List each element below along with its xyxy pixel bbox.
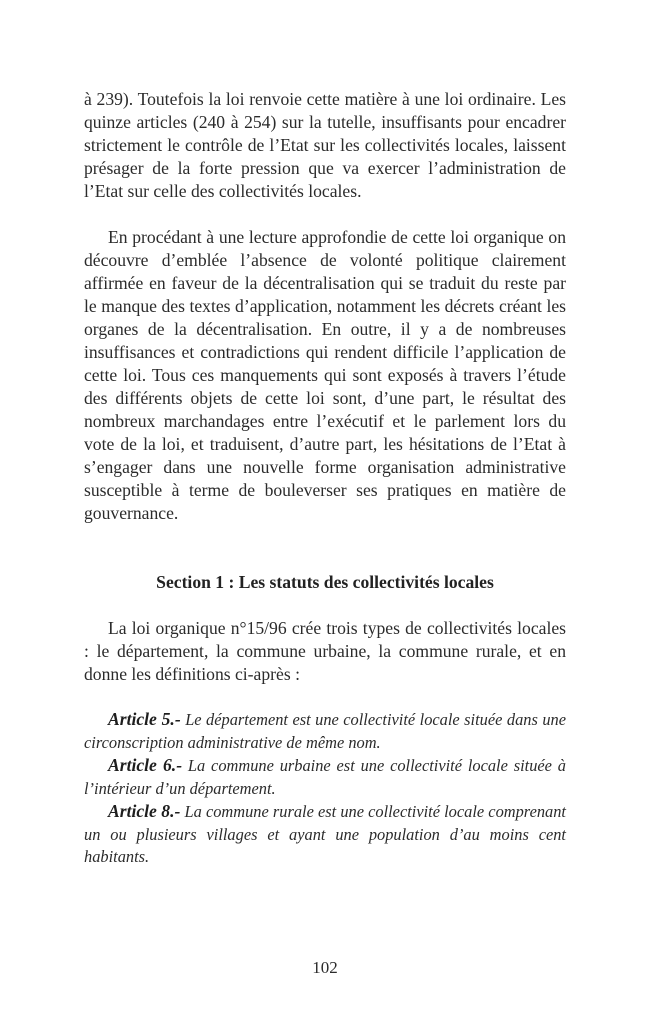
paragraph-analysis: En procédant à une lecture approfondie de cette loi organique on découvre d’emblée l’absence de volonté politique clairement affirmée en faveur de la décentralisation qui se traduit du reste par le manque des textes d’application, notamment les décrets créant les organes de la décentralisation. En outre, il y a de nombreuses insuffisances et contradictions qui rendent difficile l’application de cette loi. Tous ces manquements qui sont exposés à travers l’étude des différents objets de cette loi sont, d’une part, le résultat des nombreux marchandages entre l’exécutif et le parlement lors du vote de la loi, et traduisent, d’autre part, les hésitations de l’Etat à s’engager dans une nouvelle forme organisation administrative susceptible à terme de bouleverser ses pratiques en matière de gouvernance. — [84, 227, 566, 523]
article-8 — [84, 800, 566, 869]
section-intro: La loi organique n°15/96 crée trois types de collectivités locales : le département, la commune urbaine, la commune rurale, et en donne les définitions ci-après : — [84, 618, 566, 684]
article-text: La commune urbaine est une collectivité locale située à l’intérieur d’un département. — [84, 756, 566, 798]
page-number: 102 — [312, 958, 338, 977]
article-6 — [84, 754, 566, 800]
article-text: La commune rurale est une collectivité locale comprenant un ou plusieurs villages et ayant une population d’au moins cent habitants. — [84, 802, 566, 866]
article-label: Article 6.- — [108, 755, 183, 775]
article-label: Article 8.- — [108, 801, 181, 821]
article-text: Le département est une collectivité locale située dans une circonscription administrative de même nom. — [84, 710, 566, 752]
paragraph-tutelle: à 239). Toutefois la loi renvoie cette matière à une loi ordinaire. Les quinze articles (240 à 254) sur la tutelle, insuffisants pour encadrer strictement le contrôle de l’Etat sur les collectivités locales, laissent présager de la forte pression que va exercer l’administration de l’Etat sur celle des collectivités locales. — [84, 89, 566, 201]
article-label: Article 5.- — [108, 709, 181, 729]
section-title: Section 1 : Les statuts des collectivités locales — [156, 572, 494, 592]
article-5 — [84, 708, 566, 754]
document-page — [84, 88, 566, 869]
